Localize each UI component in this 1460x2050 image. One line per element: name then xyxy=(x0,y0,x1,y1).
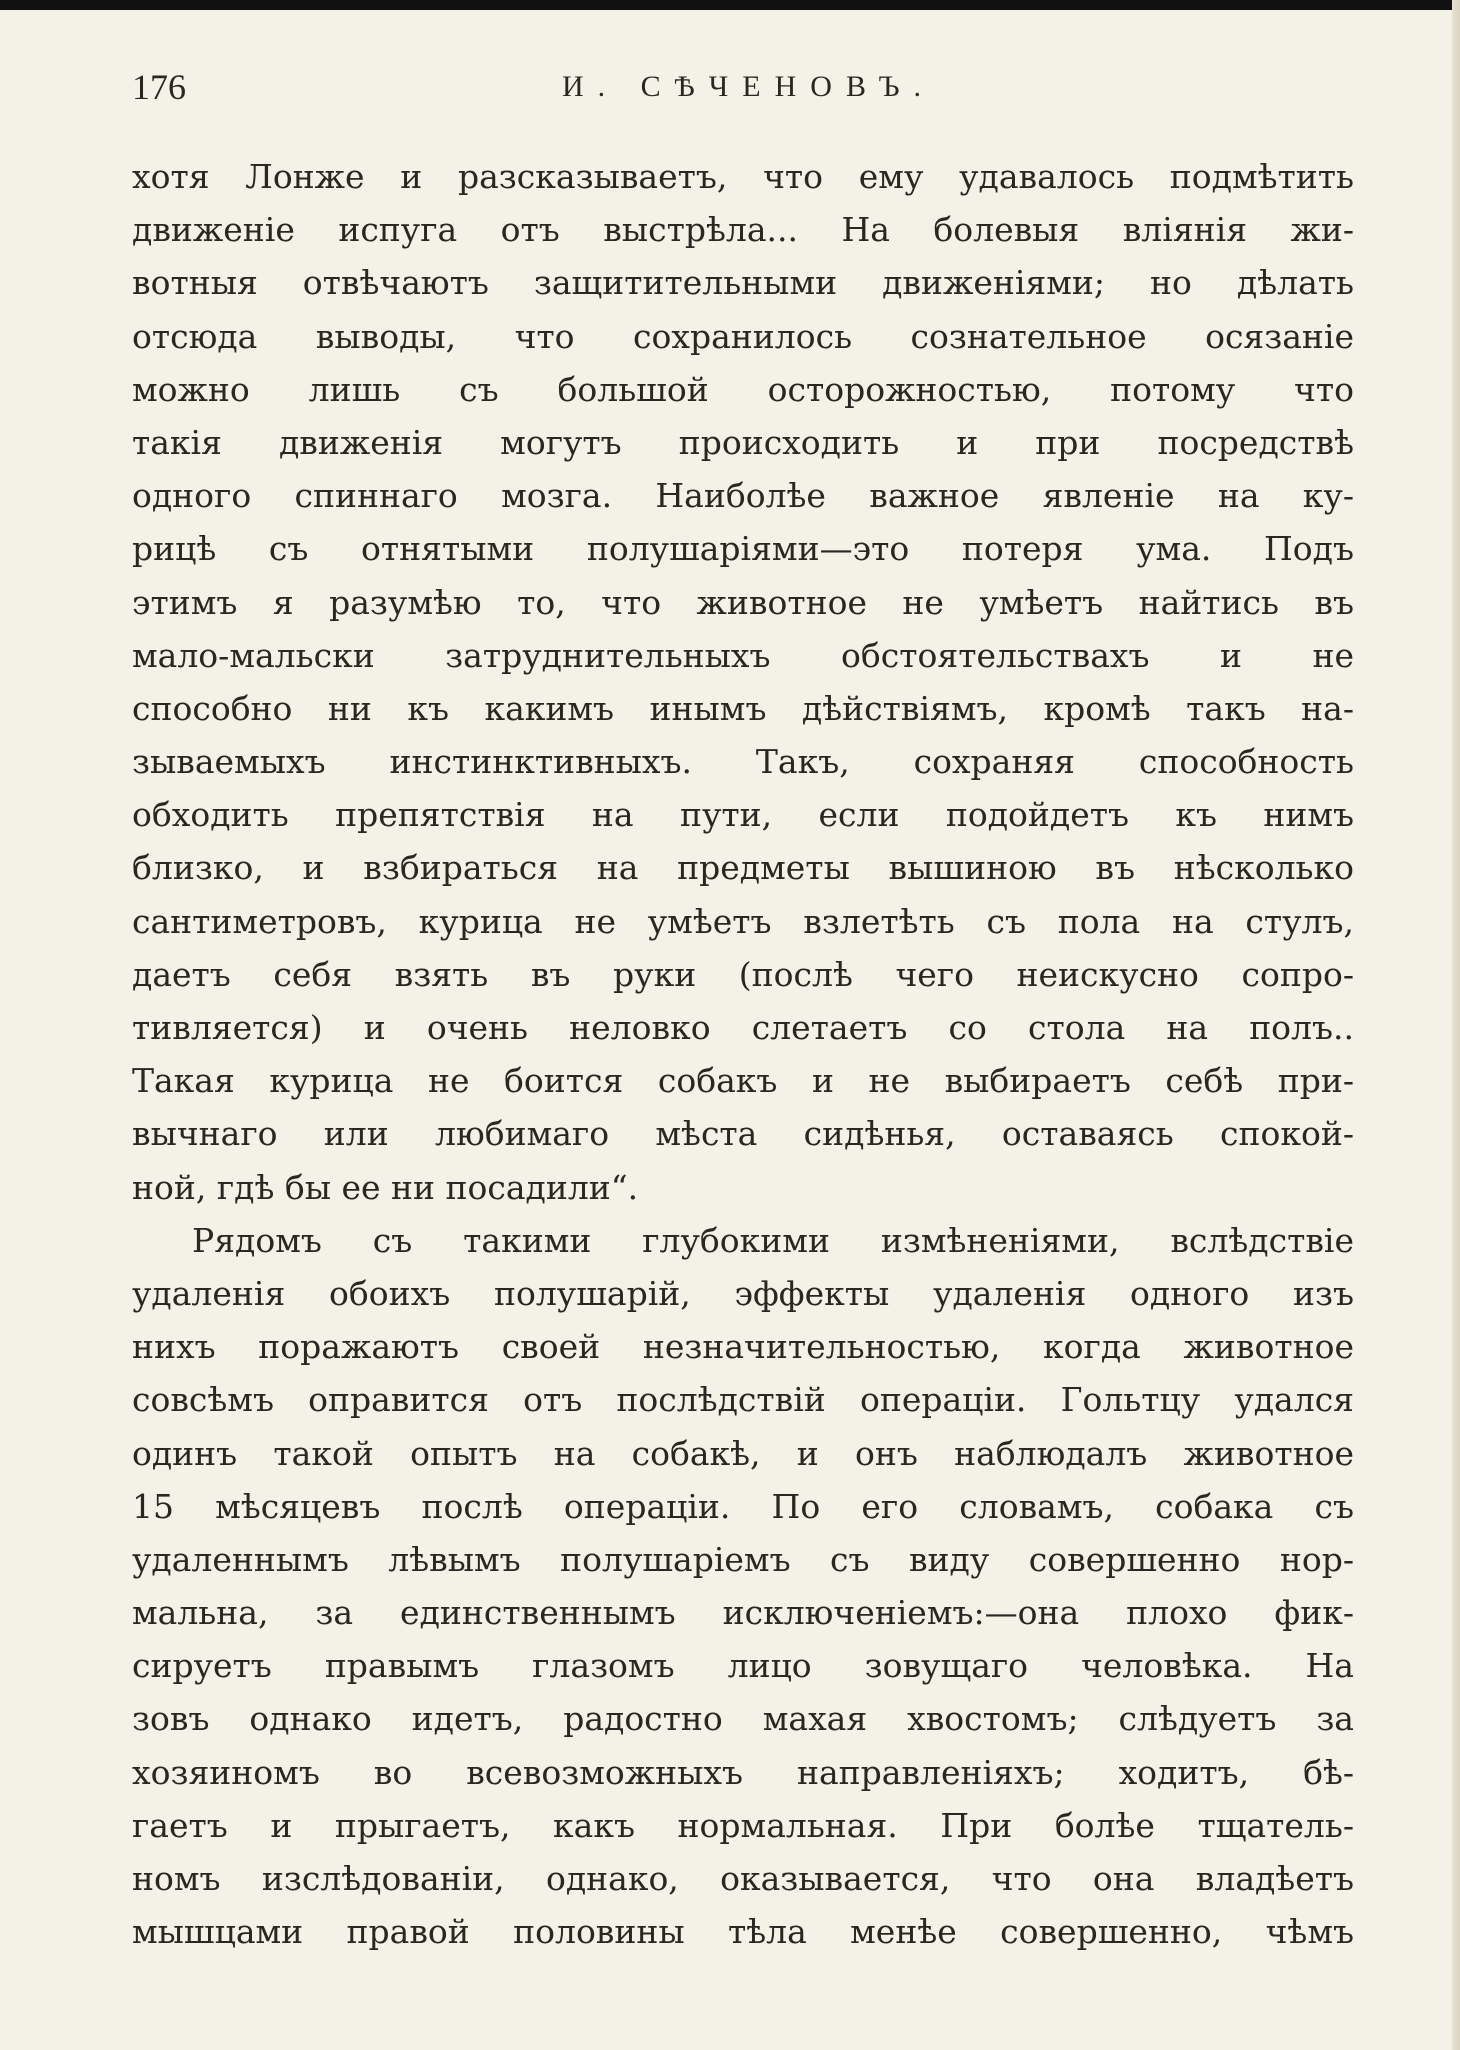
text-line: даетъ себя взять въ руки (послѣ чего неискусно сопро- xyxy=(132,954,1354,994)
text-line: тивляется) и очень неловко слетаетъ со стола на полъ.. xyxy=(132,1008,1354,1047)
body-text xyxy=(132,150,1354,1958)
text-line: вотныя отвѣчаютъ защитительными движеніями; но дѣлать xyxy=(132,263,1354,303)
text-line: номъ изслѣдованіи, однако, оказывается, что она владѣетъ xyxy=(132,1859,1354,1898)
text-line: гаетъ и прыгаетъ, какъ нормальная. При болѣе тщатель- xyxy=(132,1805,1354,1845)
page-header xyxy=(132,66,1352,126)
page-edge xyxy=(1452,0,1460,2050)
text-line: способно ни къ какимъ инымъ дѣйствіямъ, кромѣ такъ на- xyxy=(132,688,1354,728)
text-line: этимъ я разумѣю то, что животное не умѣетъ найтись въ xyxy=(132,582,1354,622)
text-line: удаленія обоихъ полушарій, эффекты удаленія одного изъ xyxy=(132,1273,1354,1313)
text-line: зываемыхъ инстинктивныхъ. Такъ, сохраняя способность xyxy=(132,742,1354,782)
text-line: нихъ поражаютъ своей незначительностью, когда животное xyxy=(132,1327,1354,1367)
text-line: сантиметровъ, курица не умѣетъ взлетѣть съ пола на стулъ, xyxy=(132,901,1354,941)
text-line: совсѣмъ оправится отъ послѣдствій операціи. Гольтцу удался xyxy=(132,1380,1354,1420)
text-line: одного спиннаго мозга. Наиболѣе важное явленіе на ку- xyxy=(132,476,1354,516)
text-line: движеніе испуга отъ выстрѣла... На болевыя вліянія жи- xyxy=(132,210,1354,250)
text-line: хозяиномъ во всевозможныхъ направленіяхъ; ходитъ, бѣ- xyxy=(132,1752,1354,1792)
text-line: Такая курица не боится собакъ и не выбираетъ себѣ при- xyxy=(132,1061,1354,1101)
text-line: вычнаго или любимаго мѣста сидѣнья, оставаясь спокой- xyxy=(132,1114,1354,1154)
page-number: 176 xyxy=(132,67,186,107)
text-line: можно лишь съ большой осторожностью, потому что xyxy=(132,369,1354,409)
text-line: отсюда выводы, что сохранилось сознательное осязаніе xyxy=(132,316,1354,356)
text-line: рицѣ съ отнятыми полушаріями—это потеря ума. Подъ xyxy=(132,529,1354,569)
text-line: обходить препятствія на пути, если подойдетъ къ нимъ xyxy=(132,795,1354,835)
top-rule xyxy=(0,0,1460,10)
text-line-paragraph-start: Рядомъ съ такими глубокими измѣненіями, вслѣдствіе xyxy=(192,1220,1354,1260)
text-line: хотя Лонже и разсказываетъ, что ему удавалось подмѣтить xyxy=(132,157,1354,196)
text-line: близко, и взбираться на предметы вышиною въ нѣсколько xyxy=(132,848,1354,888)
text-line: мышцами правой половины тѣла менѣе совершенно, чѣмъ xyxy=(132,1912,1354,1952)
running-title: И. СѢЧЕНОВЪ. xyxy=(562,70,936,103)
text-line: зовъ однако идетъ, радостно махая хвостомъ; слѣдуетъ за xyxy=(132,1699,1354,1739)
text-line: мало-мальски затруднительныхъ обстоятельствахъ и не xyxy=(132,635,1354,675)
text-line: мальна, за единственнымъ исключеніемъ:—она плохо фик- xyxy=(132,1593,1354,1633)
text-line: 15 мѣсяцевъ послѣ операціи. По его словамъ, собака съ xyxy=(132,1486,1354,1526)
text-line: такія движенія могутъ происходить и при посредствѣ xyxy=(132,422,1354,462)
text-line: одинъ такой опытъ на собакѣ, и онъ наблюдалъ животное xyxy=(132,1433,1354,1473)
text-line: удаленнымъ лѣвымъ полушаріемъ съ виду совершенно нор- xyxy=(132,1539,1354,1579)
text-line: сируетъ правымъ глазомъ лицо зовущаго человѣка. На xyxy=(132,1646,1354,1686)
text-line-paragraph-end: ной, гдѣ бы ее ни посадили“. xyxy=(132,1167,639,1207)
